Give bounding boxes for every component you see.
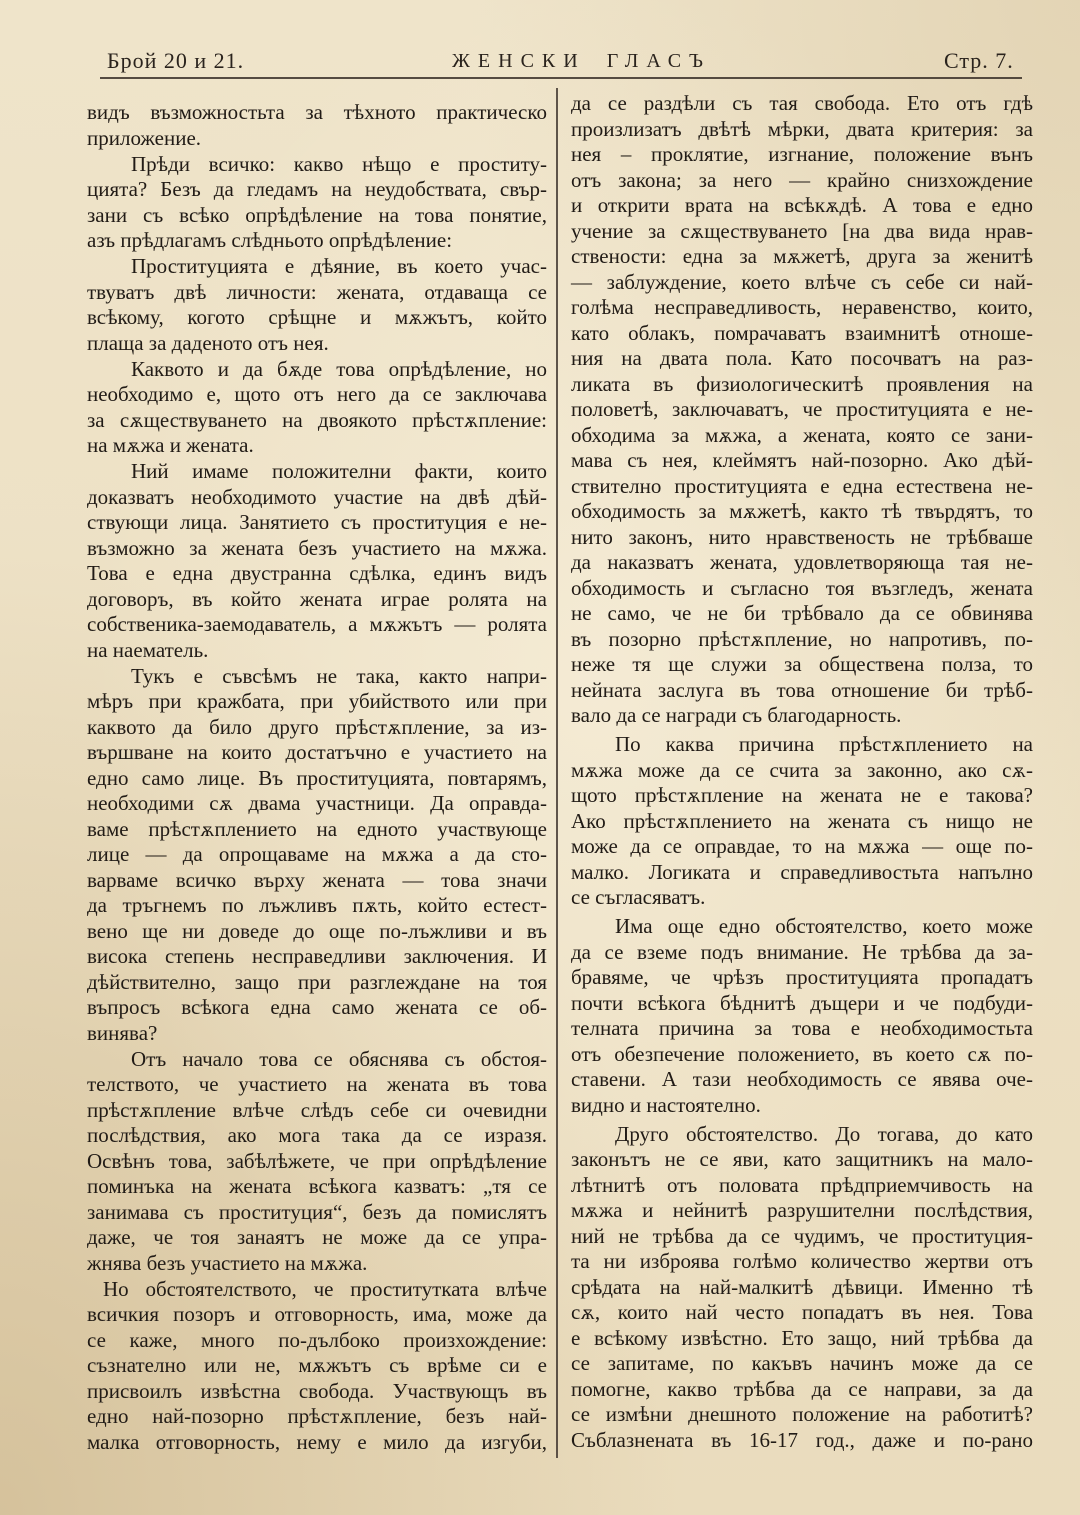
text-line: видъ възможностьта за тѣхното практическо: [87, 100, 547, 124]
text-line: необходими сѫ двама участници. Да оправда-: [87, 791, 547, 815]
text-line: едно най-позорно прѣстѫпление, безъ най-: [87, 1404, 547, 1428]
text-line: мѣръ при кражбата, при убийството или при: [87, 689, 547, 713]
left-column: [87, 100, 547, 1455]
text-line: каквото да било друго прѣстѫпление, за из-: [87, 714, 547, 739]
text-line: законътъ не се яви, като защитникъ на мало-: [571, 1147, 1033, 1171]
text-line: бравяме, че чрѣзъ проституцията пропадатъ: [571, 965, 1033, 989]
text-line: Тукъ е съвсѣмъ не така, както напри-: [131, 663, 547, 688]
text-line: произлизатъ двѣтѣ мѣрки, двата критерия: за: [571, 116, 1033, 141]
text-line: за сѫществуването на двоякото прѣстѫпление:: [87, 407, 547, 432]
text-line: Прѣди всичко: какво нѣщо е проститу-: [131, 151, 547, 176]
column-divider: [556, 88, 558, 1458]
text-line: дѣйствително, защо при разглеждане на тоя: [87, 969, 547, 994]
text-line: твуватъ двѣ личности: жената, отдаваща се: [87, 279, 547, 304]
text-line: жнява безъ участието на мѫжа.: [87, 1250, 368, 1275]
text-line: доказватъ необходимото участие на двѣ дѣй-: [87, 484, 547, 509]
text-line: плаща за даденото отъ нея.: [87, 330, 329, 355]
text-line: послѣдствия, ако мога така да се изразя.: [87, 1123, 547, 1147]
text-line: на наематель.: [87, 637, 209, 662]
text-line: щото прѣстѫпление на жената не е такова?: [571, 783, 1033, 807]
text-line: обходимость за мѫжетѣ, както тѣ твърдятъ, то: [571, 499, 1033, 523]
text-line: едно само лице. Въ проституцията, повтарямъ,: [87, 765, 547, 790]
text-line: се запитаме, по какъвъ начинъ може да се: [571, 1351, 1033, 1375]
text-line: видно и настоятелно.: [571, 1092, 761, 1117]
text-line: въ позорно прѣстѫпление, но напротивъ, по-: [571, 626, 1033, 651]
paragraph: [87, 664, 547, 1047]
text-line: малко. Логиката и справедливостьта напълно: [571, 859, 1033, 884]
text-line: телната причина за това е необходимостьта: [571, 1016, 1033, 1040]
newspaper-title: ЖЕНСКИ ГЛАСЪ: [452, 50, 711, 72]
text-line: ликата въ физиологическитѣ проявления на: [571, 371, 1033, 396]
paragraph: [87, 254, 547, 356]
issue-number: Брой 20 и 21.: [107, 48, 245, 73]
text-line: вало да се награди съ благодарность.: [571, 703, 902, 727]
text-line: присвоилъ извѣстна свобода. Участвующъ въ: [87, 1378, 547, 1403]
right-column: [571, 91, 1033, 1453]
text-line: нито законъ, нито нравственость не трѣбваше: [571, 524, 1033, 549]
text-line: малка отговорность, нему е мило да изгуби,: [87, 1429, 547, 1454]
text-line: зани съ всѣко опрѣдѣление на това понятие,: [87, 202, 547, 227]
text-line: се съгласяватъ.: [571, 885, 706, 909]
text-line: Ако прѣстѫплението на жената съ нищо не: [571, 808, 1033, 833]
text-line: обходимость и съгласно тоя възгледъ, жената: [571, 575, 1033, 600]
text-line: учение за сѫществуването [на два вида нрав-: [571, 218, 1033, 243]
text-line: лѣтнитѣ отъ половата прѣдприемчивость на: [571, 1172, 1033, 1197]
text-line: Ний имаме положителни факти, които: [131, 459, 547, 483]
text-line: всичкия позоръ и отговорность, има, може да: [87, 1302, 547, 1326]
text-line: лице — да опрощаваме на мѫжа а да сто-: [87, 842, 547, 866]
text-line: телството, че участието на жената въ това: [87, 1072, 547, 1096]
text-line: ствително проституцията е една естествена не-: [571, 473, 1033, 498]
text-line: цията? Безъ да гледамъ на неудобствата, свър-: [87, 177, 547, 201]
text-line: да наказватъ жената, удовлетворяюща тая не-: [571, 550, 1033, 574]
text-line: азъ прѣдлагамъ слѣдньото опрѣдѣление:: [87, 228, 453, 252]
paragraph: [87, 357, 547, 459]
text-line: мава съ нея, клеймятъ най-позорно. Ако дѣй-: [571, 448, 1033, 472]
text-line: възможно за жената безъ участието на мѫжа.: [87, 535, 547, 560]
text-line: е всѣкому извѣстно. Ето защо, ний трѣбва да: [571, 1325, 1033, 1350]
text-line: вършване на които достатъчно е участието на: [87, 740, 547, 764]
text-line: винява?: [87, 1020, 158, 1045]
text-line: прѣстѫпление влѣче слѣдъ себе си очевидни: [87, 1097, 547, 1122]
text-line: голѣма несправедливость, неравенство, които,: [571, 295, 1033, 319]
text-line: Друго обстоятелство. До тогава, до като: [615, 1121, 1033, 1146]
text-line: По каква причина прѣстѫплението на: [615, 732, 1033, 756]
page-number: Стр. 7.: [944, 48, 1014, 73]
text-line: сѫ, които най често попадатъ въ нея. Това: [571, 1300, 1033, 1324]
paragraph: [87, 152, 547, 254]
text-line: ствености: една за мѫжетѣ, друга за женитѣ: [571, 244, 1033, 268]
paragraph: [571, 91, 1033, 729]
text-line: ния на двата пола. Като посочватъ на раз-: [571, 346, 1033, 370]
paragraph: [571, 914, 1033, 1118]
text-line: се измѣни днешното положение на работитѣ?: [571, 1402, 1033, 1426]
text-line: мѫжа може да се счита за законно, ако сѫ-: [571, 757, 1033, 782]
text-line: Това е една двустранна сдѣлка, единъ видъ: [87, 561, 547, 585]
text-line: на мѫжа и жената.: [87, 433, 254, 457]
text-line: помогне, какво трѣбва да се направи, за да: [571, 1376, 1033, 1401]
text-line: нейната заслуга въ това отношение би трѣб-: [571, 677, 1033, 702]
text-line: почти всѣкога бѣднитѣ дъщери и че подбуди-: [571, 990, 1033, 1015]
text-line: отъ обезпечение положението, въ което сѫ по-: [571, 1041, 1033, 1066]
text-line: занимава съ проституция“, безъ да помислятъ: [87, 1199, 547, 1224]
text-line: Освѣнъ това, забѣлѣжете, че при опрѣдѣление: [87, 1148, 547, 1173]
text-line: ний не трѣбва да се чудимъ, че проституция-: [571, 1223, 1033, 1248]
text-line: ставени. А тази необходимость се явява оче-: [571, 1067, 1033, 1091]
text-line: въпросъ всѣкога една само жената се об-: [87, 995, 547, 1019]
text-line: собственика-заемодаватель, а мѫжътъ — ролята: [87, 612, 547, 636]
text-line: отъ закона; за него — крайно снизхождение: [571, 167, 1033, 192]
text-line: висока степень несправедливи заключения. И: [87, 944, 547, 968]
text-line: нея – проклятие, изгнание, положение вънъ: [571, 142, 1033, 166]
text-line: та ни изброява голѣмо количество жертви отъ: [571, 1249, 1033, 1273]
text-line: се каже, много по-дълбоко произхождение:: [87, 1327, 547, 1352]
text-line: да се вземе подъ внимание. Не трѣбва да за-: [571, 939, 1033, 964]
page-header: [0, 0, 1080, 80]
text-line: и открити врата на всѣкѫдѣ. А това е едно: [571, 193, 1033, 217]
paragraph: [87, 1277, 547, 1456]
text-line: мѫжа и нейнитѣ разрушителни послѣдствия,: [571, 1198, 1033, 1222]
text-line: не само, че не би трѣбвало да се обвинява: [571, 601, 1033, 625]
text-line: неже тя ще служи за обществена полза, то: [571, 652, 1033, 676]
paragraph: [571, 1122, 1033, 1454]
text-line: ваме прѣстѫплението на едното участвующе: [87, 816, 547, 841]
text-line: ствующи лица. Занятието съ проституция е не-: [87, 510, 547, 534]
text-line: съзнателно или не, мѫжътъ съ врѣме си е: [87, 1353, 547, 1377]
text-line: варваме всичко върху жената — това значи: [87, 867, 547, 892]
text-line: — заблуждение, което влѣче съ себе си най-: [571, 269, 1033, 294]
text-line: Има още едно обстоятелство, което може: [615, 914, 1033, 938]
paragraph: [87, 100, 547, 151]
header-rule: [100, 77, 1022, 79]
text-line: даже, че тоя занаятъ не може да се упра-: [87, 1225, 547, 1249]
paragraph: [87, 459, 547, 663]
text-line: приложение.: [87, 125, 202, 150]
paragraph: [87, 1047, 547, 1277]
text-line: като облакъ, помрачаватъ взаимнитѣ отноше-: [571, 320, 1033, 345]
text-line: Но обстоятелството, че проститутката влѣче: [103, 1276, 547, 1301]
text-line: поминъка на жената всѣкога казватъ: „тя се: [87, 1174, 547, 1198]
text-line: обходима за мѫжа, а жената, която се зани-: [571, 422, 1033, 447]
text-line: вено ще ни доведе до още по-лъжливи и въ: [87, 918, 547, 943]
text-line: Съблазнената въ 16-17 год., даже и по-рано: [571, 1427, 1033, 1452]
text-line: необходимо е, щото отъ него да се заключава: [87, 382, 547, 406]
text-line: Отъ начало това се обяснява съ обстоя-: [131, 1046, 547, 1071]
paragraph: [571, 732, 1033, 911]
text-line: Каквото и да бѫде това опрѣдѣление, но: [131, 356, 547, 381]
text-line: да се раздѣли съ тая свобода. Ето отъ гдѣ: [571, 91, 1033, 115]
text-line: да тръгнемъ по лъжливъ пѫть, който естест-: [87, 893, 547, 917]
text-line: може да се оправдае, то на мѫжа — още по-: [571, 834, 1033, 858]
text-line: Проституцията е дѣяние, въ което учас-: [131, 254, 547, 278]
text-line: всѣкому, когото срѣщне и мѫжътъ, който: [87, 305, 547, 329]
text-line: срѣдата на най-малкитѣ дѣвици. Именно тѣ: [571, 1274, 1033, 1299]
text-line: договоръ, въ който жената играе ролята на: [87, 586, 547, 611]
text-line: половетѣ, заключаватъ, че проституцията е не-: [571, 397, 1033, 421]
